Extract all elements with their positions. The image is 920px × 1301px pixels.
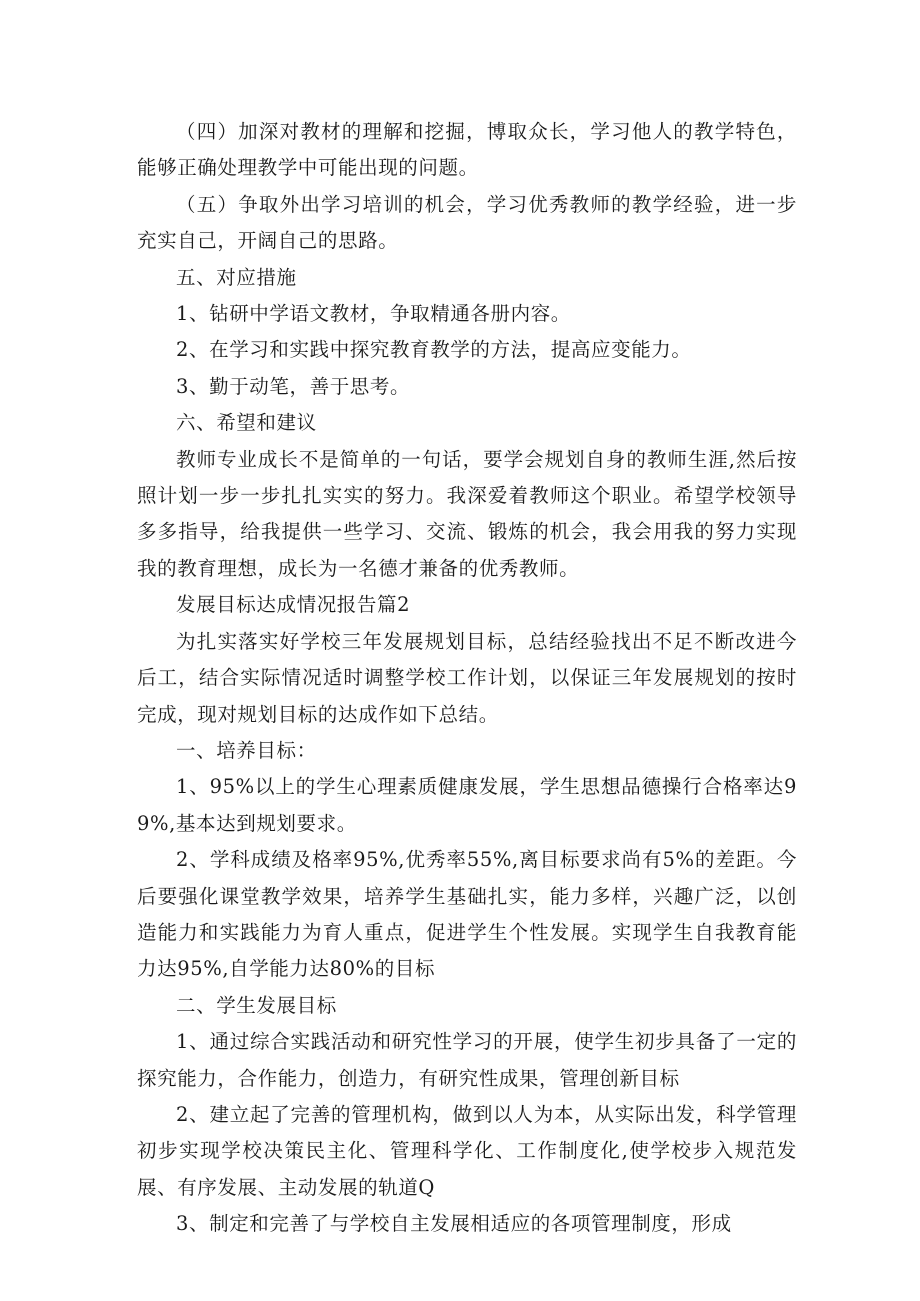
paragraph-section-5: （五）争取外出学习培训的机会，学习优秀教师的教学经验，进一步充实自己，开阔自己的思路。	[137, 192, 797, 253]
development-item-3: 3、制定和完善了与学校自主发展相适应的各项管理制度，形成	[176, 1212, 732, 1236]
paragraph-section-4: （四）加深对教材的理解和挖掘，博取众长，学习他人的教学特色，能够正确处理教学中可能出现的问题。	[137, 120, 797, 180]
heading-training-goals: 一、培养目标：	[176, 738, 317, 762]
measure-item-1: 1、钻研中学语文教材，争取精通各册内容。	[176, 302, 571, 326]
development-item-2: 2、建立起了完善的管理机构，做到以人为本，从实际出发，科学管理初步实现学校决策民主化、管理科学化、工作制度化,使学校步入规范发展、有序发展、主动发展的轨道Q	[137, 1102, 797, 1199]
training-goal-item-2: 2、学科成绩及格率95%,优秀率55%,离目标要求尚有5%的差距。今后要强化课堂教学效果，培养学生基础扎实，能力多样，兴趣广泛，以创造能力和实践能力为育人重点，促进学生个性发展。实现学生自我教育能力达95%,自学能力达80%的目标	[137, 848, 797, 981]
paragraph-intro: 为扎实落实好学校三年发展规划目标，总结经验找出不足不断改进今后工，结合实际情况适时调整学校工作计划，以保证三年发展规划的按时完成，现对规划目标的达成作如下总结。	[137, 629, 797, 726]
training-goal-item-1: 1、95%以上的学生心理素质健康发展，学生思想品德操行合格率达99%,基本达到规划要求。	[137, 775, 797, 835]
document-body	[137, 114, 797, 1243]
measure-item-3: 3、勤于动笔，善于思考。	[176, 374, 411, 398]
heading-hopes: 六、希望和建议	[176, 411, 317, 435]
heading-student-development: 二、学生发展目标	[176, 993, 337, 1017]
report-title-2: 发展目标达成情况报告篇2	[176, 593, 411, 617]
development-item-1: 1、通过综合实践活动和研究性学习的开展，使学生初步具备了一定的探究能力，合作能力，创造力，有研究性成果，管理创新目标	[137, 1030, 797, 1090]
heading-measures: 五、对应措施	[176, 265, 297, 289]
paragraph-hopes: 教师专业成长不是简单的一句话，要学会规划自身的教师生涯,然后按照计划一步一步扎扎实实的努力。我深爱着教师这个职业。希望学校领导多多指导，给我提供一些学习、交流、锻炼的机会，我会用我的努力实现我的教育理想，成长为一名德才兼备的优秀教师。	[137, 447, 797, 580]
measure-item-2: 2、在学习和实践中探究教育教学的方法，提高应变能力。	[176, 338, 692, 362]
